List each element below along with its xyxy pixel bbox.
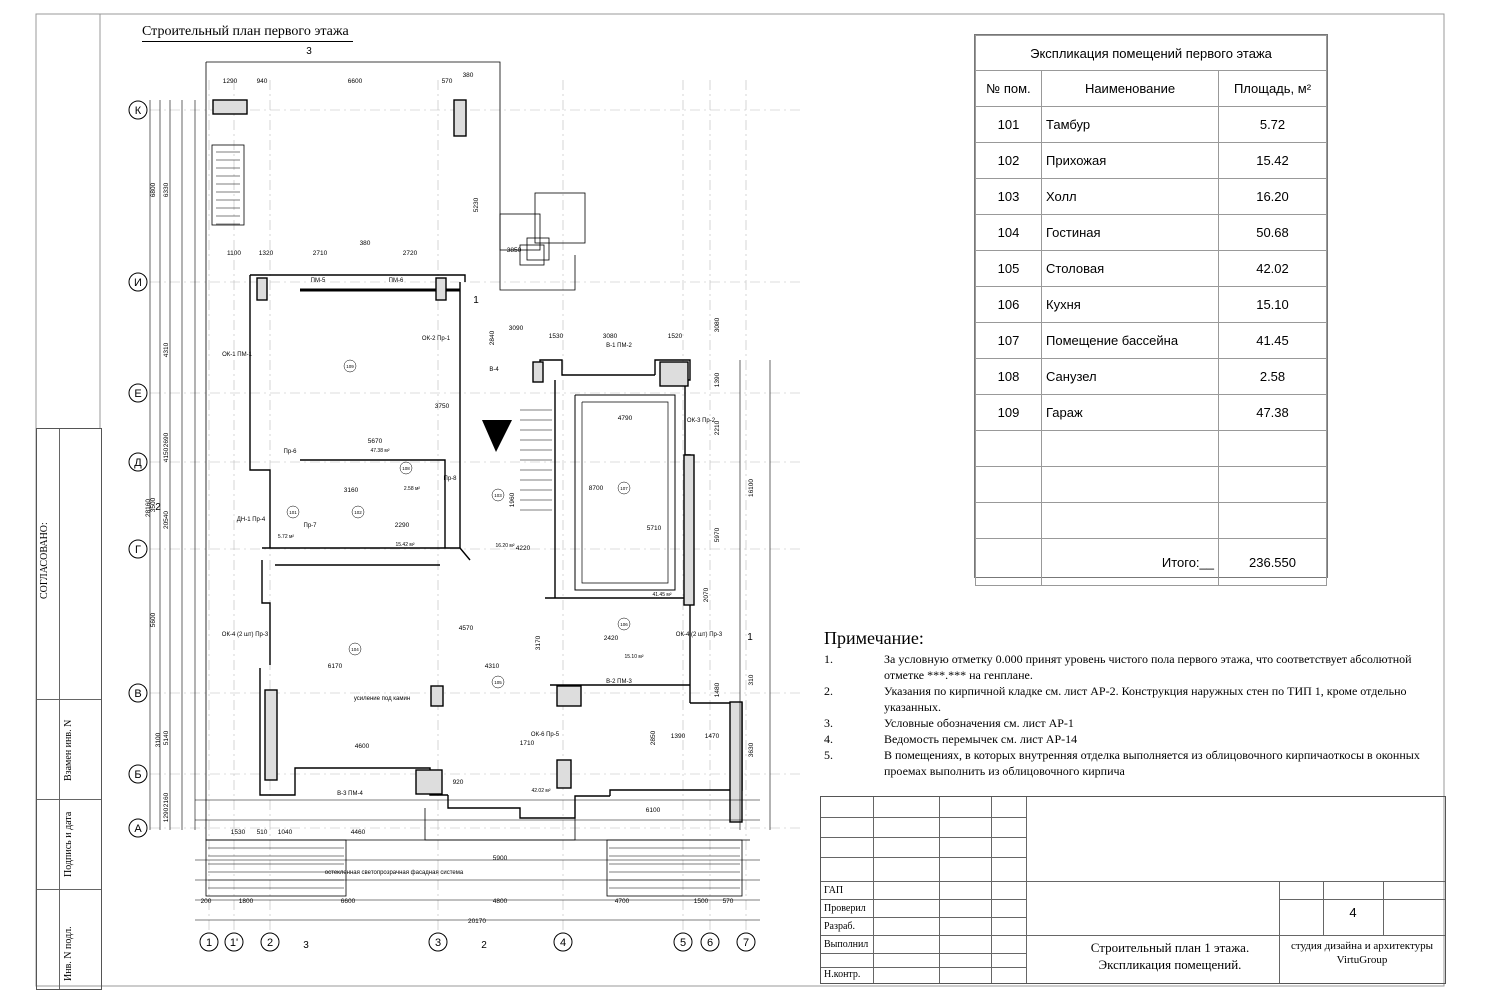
dimension-text: 4310 (484, 663, 500, 670)
section-mark: 3 (306, 46, 312, 57)
dimension-text: 5710 (646, 525, 662, 532)
dimension-text: 4150 (163, 447, 170, 463)
table-row (976, 107, 1327, 143)
room-num: 107 (976, 323, 1042, 359)
studio-line-2: VirtuGroup (1336, 954, 1388, 966)
opening-label: ПМ-5 (310, 278, 326, 284)
svg-text:6: 6 (706, 937, 714, 949)
opening-label: ОК-6 Пр-5 (530, 732, 560, 738)
room-number: 102 (354, 510, 362, 515)
note-number: 3. (824, 716, 833, 730)
wall (610, 703, 742, 796)
dimension-text: 4570 (458, 625, 474, 632)
dimension-text: 2290 (394, 522, 410, 529)
note-number: 1. (824, 652, 833, 666)
porch-steps (607, 840, 742, 896)
dimension-text: 20170 (467, 918, 487, 925)
room-area: 5.72 (1219, 107, 1327, 143)
svg-text:Д: Д (134, 457, 142, 469)
wall (262, 548, 470, 560)
room-num: 101 (976, 107, 1042, 143)
dimension-text: 3100 (155, 732, 162, 748)
svg-text:1': 1' (229, 937, 239, 949)
note-text: Условные обозначения см. лист АР-1 (884, 716, 1074, 730)
wall (300, 460, 445, 548)
inventory-label: Инв. N подл. (63, 926, 74, 981)
dimension-text: 16100 (748, 478, 755, 498)
replace-inv-label: Взамен инв. N (63, 719, 74, 781)
dimension-text: 8700 (588, 485, 604, 492)
dimension-text: 20540 (163, 510, 170, 530)
opening-label: В-3 ПМ-4 (337, 791, 363, 797)
column (257, 278, 267, 300)
role-norm-control: Н.контр. (824, 969, 861, 980)
role-executed: Выполнил (824, 939, 869, 950)
dimension-text: 5670 (367, 438, 383, 445)
dimension-text: 2690 (163, 432, 170, 448)
section-mark: 2 (155, 502, 161, 513)
dimension-text: 3850 (506, 247, 522, 254)
axis-bubble-И (129, 273, 147, 291)
dimension-text: 1530 (548, 333, 564, 340)
axis-bubble-num (225, 933, 243, 951)
svg-text:В: В (134, 688, 142, 700)
sheet-title-line-2: Экспликация помещений. (1098, 957, 1242, 972)
dimension-text: 1320 (258, 250, 274, 257)
svg-text:5: 5 (679, 937, 687, 949)
dimension-text: 28160 (145, 498, 152, 518)
dimension-text: 6100 (645, 807, 661, 814)
dimension-text: 6800 (150, 182, 157, 198)
room-number: 105 (494, 680, 502, 685)
room-number: 109 (346, 364, 354, 369)
axis-bubble-Г (129, 540, 147, 558)
axis-bubble-К (129, 101, 147, 119)
column (660, 362, 688, 386)
room-name: Гараж (1042, 395, 1219, 431)
room-area: 47.38 (1219, 395, 1327, 431)
room-area: 5.72 м² (277, 534, 295, 540)
dimension-text: 2160 (163, 792, 170, 808)
opening-label: В-4 (489, 367, 499, 373)
axis-bubble-В (129, 684, 147, 702)
left-stamp-strip (36, 428, 102, 990)
note-item (824, 651, 1434, 683)
room-area: 47.38 м² (370, 448, 390, 454)
note-item (824, 747, 1434, 779)
dimension-text: 5970 (714, 527, 721, 543)
wall (582, 402, 668, 583)
dimension-text: 3080 (602, 333, 618, 340)
dimension-text: 1040 (277, 829, 293, 836)
svg-text:2: 2 (266, 937, 274, 949)
room-number: 103 (494, 493, 502, 498)
header-name: Наименование (1042, 71, 1219, 107)
dimension-text: 3630 (748, 742, 755, 758)
explication-title: Экспликация помещений первого этажа (976, 36, 1327, 71)
opening-label: ОК-4 (2 шт) Пр-3 (221, 632, 269, 638)
svg-text:Б: Б (134, 769, 142, 781)
dimension-text: 1500 (693, 898, 709, 905)
room-area: 42.02 (1219, 251, 1327, 287)
role-gap: ГАП (824, 885, 844, 896)
axis-bubble-num (200, 933, 218, 951)
room-area: 2.58 (1219, 359, 1327, 395)
dimension-text: 4790 (617, 415, 633, 422)
room-area: 16.20 (1219, 179, 1327, 215)
dimension-text: 2210 (714, 420, 721, 436)
role-developed: Разраб. (824, 921, 855, 932)
role-checked: Проверил (824, 903, 866, 914)
section-mark: 1 (747, 632, 753, 643)
wall (448, 795, 610, 818)
axis-bubble-num (674, 933, 692, 951)
room-number: 107 (620, 486, 628, 491)
dimension-text: 1290 (222, 78, 238, 85)
sheet-title (1047, 939, 1293, 973)
table-row (976, 179, 1327, 215)
room-name: Санузел (1042, 359, 1219, 395)
dimension-text: 1800 (238, 898, 254, 905)
dimension-text: 200 (200, 898, 212, 905)
table-row (976, 143, 1327, 179)
note-number: 5. (824, 748, 833, 762)
axis-bubble-Д (129, 453, 147, 471)
dimension-text: 4310 (163, 342, 170, 358)
dimension-text: 2710 (312, 250, 328, 257)
dimension-text: 2840 (489, 330, 496, 346)
wall (250, 275, 270, 548)
room-label-108 (400, 462, 420, 492)
note-item (824, 683, 1434, 715)
section-mark: 2 (481, 940, 487, 951)
header-area: Площадь, м² (1219, 71, 1327, 107)
room-area: 41.45 (1219, 323, 1327, 359)
dimension-text: 3080 (714, 317, 721, 333)
room-area: 15.10 (1219, 287, 1327, 323)
axis-bubble-num (737, 933, 755, 951)
room-number: 106 (620, 622, 628, 627)
column (213, 100, 247, 114)
opening-label: Пр-8 (443, 476, 457, 482)
room-name: Кухня (1042, 287, 1219, 323)
opening-label: В-1 ПМ-2 (606, 343, 632, 349)
axis-bubble-А (129, 819, 147, 837)
table-row (976, 503, 1042, 539)
stair (212, 145, 244, 225)
dimension-text: 6170 (327, 663, 343, 670)
wall (262, 560, 270, 665)
svg-text:И: И (134, 277, 142, 289)
column (265, 690, 277, 780)
table-row (976, 467, 1042, 503)
dimension-text: 380 (359, 240, 371, 247)
dimension-text: 4700 (614, 898, 630, 905)
room-area: 15.42 (1219, 143, 1327, 179)
table-row (976, 431, 1042, 467)
room-area: 2.58 м² (403, 486, 421, 492)
room-number: 104 (351, 647, 359, 652)
svg-text:7: 7 (742, 937, 750, 949)
dimension-text: 1520 (667, 333, 683, 340)
note-number: 4. (824, 732, 833, 746)
dimension-text: 380 (462, 72, 474, 79)
axis-bubble-num (554, 933, 572, 951)
note-text: Ведомость перемычек см. лист АР-14 (884, 732, 1078, 746)
room-name: Прихожая (1042, 143, 1219, 179)
glazing-note: остекленная светопрозрачная фасадная система (324, 870, 464, 876)
room-num: 104 (976, 215, 1042, 251)
chimney-outline (500, 193, 585, 265)
dimension-text: 1480 (714, 682, 721, 698)
dimension-text: 1390 (670, 733, 686, 740)
svg-text:1: 1 (205, 937, 213, 949)
wall (540, 360, 655, 380)
note-number: 2. (824, 684, 833, 698)
dimension-text: 2720 (402, 250, 418, 257)
dimension-text: 940 (256, 78, 268, 85)
room-num: 106 (976, 287, 1042, 323)
column (684, 455, 694, 605)
axis-bubble-num (261, 933, 279, 951)
table-row (976, 395, 1327, 431)
dimension-text: 570 (441, 78, 453, 85)
room-name: Столовая (1042, 251, 1219, 287)
room-area: 42.02 м² (531, 788, 551, 794)
dimension-text: 1470 (704, 733, 720, 740)
dimension-text: 1710 (519, 740, 535, 747)
dimension-text: 4220 (515, 545, 531, 552)
dimension-text: 3750 (434, 403, 450, 410)
section-mark: 1 (473, 295, 479, 306)
header-num: № пом. (976, 71, 1042, 107)
opening-label: ОК-2 Пр-1 (421, 336, 451, 342)
axis-bubble-num (701, 933, 719, 951)
note-text: Указания по кирпичной кладке см. лист АР-2. Конструкция наружных стен по ТИП 1, кроме отдельно указанных. (884, 684, 1407, 714)
axis-bubble-num (429, 933, 447, 951)
dimension-text: 1100 (227, 250, 241, 257)
room-number: 101 (289, 510, 297, 515)
room-num: 109 (976, 395, 1042, 431)
sheet-title-line-1: Строительный план 1 этажа. (1090, 940, 1250, 955)
dimension-text: 6330 (163, 182, 170, 198)
wall (425, 808, 575, 840)
svg-text:3: 3 (434, 937, 442, 949)
dimension-text: 6600 (347, 78, 363, 85)
opening-label: ПМ-6 (388, 278, 404, 284)
table-row (976, 215, 1327, 251)
section-mark: 3 (303, 940, 309, 951)
wall (250, 275, 465, 282)
opening-label: Пр-7 (303, 523, 317, 529)
table-row (976, 323, 1327, 359)
dimension-text: 4460 (350, 829, 366, 836)
dimension-text: 2850 (650, 730, 657, 746)
notes-heading: Примечание: (824, 628, 924, 648)
room-name: Тамбур (1042, 107, 1219, 143)
svg-text:А: А (134, 823, 142, 835)
stair (482, 410, 552, 510)
room-num: 108 (976, 359, 1042, 395)
opening-label: ОК-1 ПМ-1 (222, 352, 252, 358)
porch-steps (206, 840, 346, 896)
total-label: Итого:__ (1042, 539, 1219, 586)
room-area: 50.68 (1219, 215, 1327, 251)
room-label-107 (618, 482, 672, 598)
room-name: Помещение бассейна (1042, 323, 1219, 359)
dimension-text: 5230 (473, 197, 480, 213)
room-area: 16.20 м² (495, 543, 515, 549)
sheet-number: 4 (1349, 905, 1357, 920)
column (436, 278, 446, 300)
dimension-text: 3500 (150, 497, 157, 513)
dimension-text: 4600 (354, 743, 370, 750)
agreed-label: СОГЛАСОВАНО: (39, 522, 50, 599)
axis-bubble-Б (129, 765, 147, 783)
dimension-text: 5900 (492, 855, 508, 862)
opening-label: ОК-4 (2 шт) Пр-3 (675, 632, 723, 638)
dimension-text: 510 (256, 829, 268, 836)
dimension-text: 920 (452, 779, 464, 786)
column (533, 362, 543, 382)
svg-text:4: 4 (559, 937, 567, 949)
dimension-text: 1390 (714, 372, 721, 388)
note-item (824, 715, 1434, 731)
plan-title: Строительный план первого этажа (142, 24, 353, 42)
opening-label: ДН-1 Пр-4 (236, 517, 266, 523)
title-block (820, 796, 1446, 984)
total-value: 236.550 (1219, 539, 1327, 586)
dimension-text: 6600 (340, 898, 356, 905)
dimension-text: 4800 (492, 898, 508, 905)
notes (824, 628, 1434, 779)
opening-label: ОК-3 Пр-2 (686, 418, 716, 424)
dimension-text: 3170 (535, 635, 542, 651)
svg-text:Г: Г (135, 544, 141, 556)
dimension-text: 2070 (703, 587, 710, 603)
room-label-104 (349, 643, 361, 655)
note-text: За условную отметку 0.000 принят уровень чистого пола первого этажа, что соответствует абсолютной отметке ***.*** на генплане. (884, 652, 1412, 682)
wall (575, 395, 675, 590)
table-row (976, 359, 1327, 395)
table-row (976, 251, 1327, 287)
studio-line-1: студия дизайна и архитектуры (1290, 940, 1434, 952)
dimension-text: 570 (722, 898, 734, 905)
room-num: 103 (976, 179, 1042, 215)
note-item (824, 731, 1434, 747)
svg-text:Е: Е (134, 388, 142, 400)
svg-text:К: К (134, 105, 142, 117)
dimension-text: 2420 (603, 635, 619, 642)
dimension-text: 5600 (150, 612, 157, 628)
dimension-text: 1290 (163, 807, 170, 823)
room-label-101 (278, 506, 299, 540)
room-area: 15.10 м² (624, 654, 644, 660)
dimension-text: 3160 (343, 487, 359, 494)
dimension-text: 1960 (509, 492, 516, 508)
room-number: 108 (402, 466, 410, 471)
signature-date-label: Подпись и дата (63, 811, 74, 877)
room-name: Гостиная (1042, 215, 1219, 251)
reinforcement-note: усиление под камин (353, 696, 411, 702)
room-label-106 (618, 618, 644, 660)
room-area: 15.42 м² (395, 542, 415, 548)
explication-table (974, 34, 1328, 578)
room-num: 105 (976, 251, 1042, 287)
column (557, 686, 581, 706)
room-area: 41.45 м² (652, 592, 672, 598)
table-row (976, 287, 1327, 323)
note-text: В помещениях, в которых внутренняя отделка выполняется из облицовочного кирпичаоткосы в оконных проемах выполнить из облицовочного кирпича (884, 748, 1420, 778)
opening-label: Пр-6 (283, 449, 297, 455)
dimension-text: 1530 (230, 829, 246, 836)
dimension-text: 3090 (508, 325, 524, 332)
column (431, 686, 443, 706)
dimension-text: 5140 (163, 730, 170, 746)
opening-label: В-2 ПМ-3 (606, 679, 632, 685)
axis-bubble-Е (129, 384, 147, 402)
column (557, 760, 571, 788)
dimension-text: 310 (748, 674, 755, 686)
column (416, 770, 442, 794)
column (454, 100, 466, 136)
room-name: Холл (1042, 179, 1219, 215)
room-num: 102 (976, 143, 1042, 179)
studio-name (1279, 939, 1445, 967)
